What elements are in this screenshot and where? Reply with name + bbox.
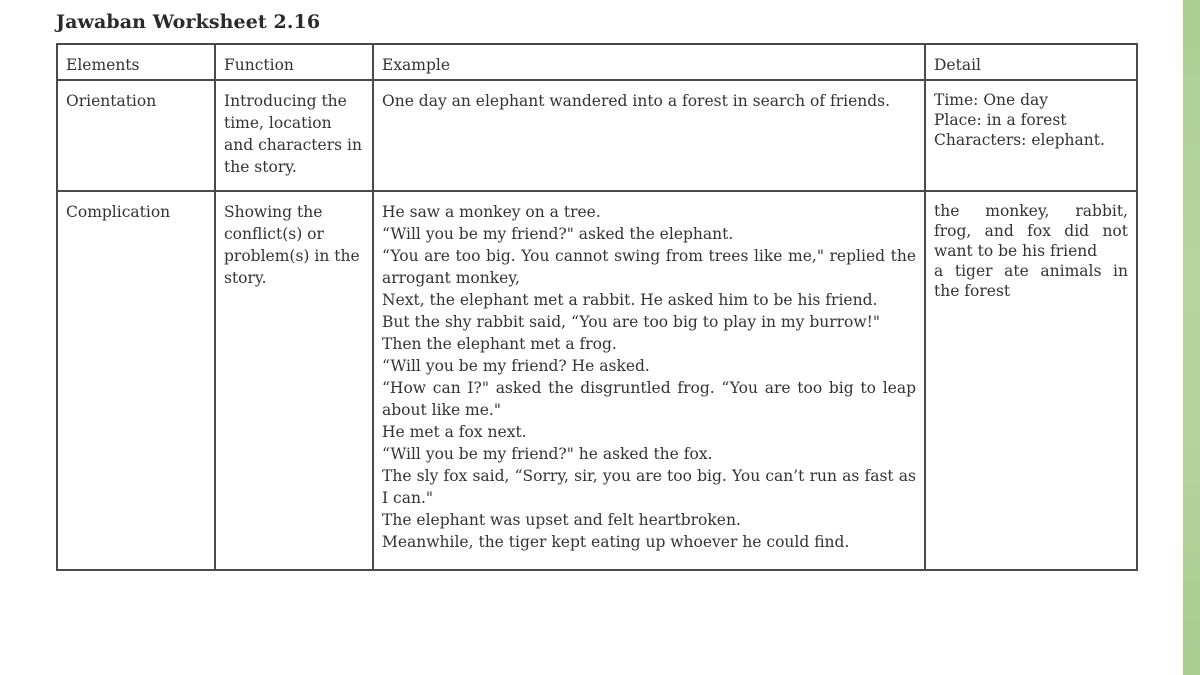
table-header-row <box>57 44 1137 80</box>
cell-function: Introducing the time, location and characters in the story. <box>215 80 373 191</box>
example-line: The elephant was upset and felt heartbroken. <box>382 511 741 529</box>
detail-line: a tiger ate animals in the forest <box>934 262 1128 300</box>
cell-element: Orientation <box>57 80 215 191</box>
example-line: He saw a monkey on a tree. <box>382 203 601 221</box>
example-line: “Will you be my friend?" he asked the fox. <box>382 445 713 463</box>
example-line: But the shy rabbit said, “You are too big to play in my burrow!" <box>382 313 880 331</box>
example-line: Then the elephant met a frog. <box>382 335 617 353</box>
cell-function: Showing the conflict(s) or problem(s) in the story. <box>215 191 373 570</box>
example-line: “How can I?" asked the disgruntled frog. “You are too big to leap about like me." <box>382 379 916 419</box>
header-detail: Detail <box>925 44 1137 80</box>
header-example: Example <box>373 44 925 80</box>
detail-line: Characters: elephant. <box>934 131 1105 149</box>
cell-detail <box>925 191 1137 570</box>
example-line: Meanwhile, the tiger kept eating up whoever he could find. <box>382 533 850 551</box>
example-line: “Will you be my friend?" asked the elephant. <box>382 225 734 243</box>
cell-example: One day an elephant wandered into a forest in search of friends. <box>373 80 925 191</box>
detail-line: Time: One day <box>934 91 1049 109</box>
worksheet-title: Jawaban Worksheet 2.16 <box>56 11 321 33</box>
cell-example <box>373 191 925 570</box>
example-line: “Will you be my friend? He asked. <box>382 357 650 375</box>
side-decorative-stripe <box>1183 0 1200 675</box>
header-function: Function <box>215 44 373 80</box>
table-row-complication <box>57 191 1137 570</box>
table-row-orientation <box>57 80 1137 191</box>
example-line: Next, the elephant met a rabbit. He asked him to be his friend. <box>382 291 878 309</box>
detail-line: Place: in a forest <box>934 111 1067 129</box>
worksheet-table <box>56 43 1138 571</box>
example-line: He met a fox next. <box>382 423 527 441</box>
cell-detail <box>925 80 1137 191</box>
cell-element: Complication <box>57 191 215 570</box>
detail-line: the monkey, rabbit, frog, and fox did not want to be his friend <box>934 202 1128 260</box>
header-elements: Elements <box>57 44 215 80</box>
example-line: “You are too big. You cannot swing from trees like me," replied the arrogant monkey, <box>382 247 916 287</box>
example-line: The sly fox said, “Sorry, sir, you are too big. You can’t run as fast as I can." <box>382 467 916 507</box>
